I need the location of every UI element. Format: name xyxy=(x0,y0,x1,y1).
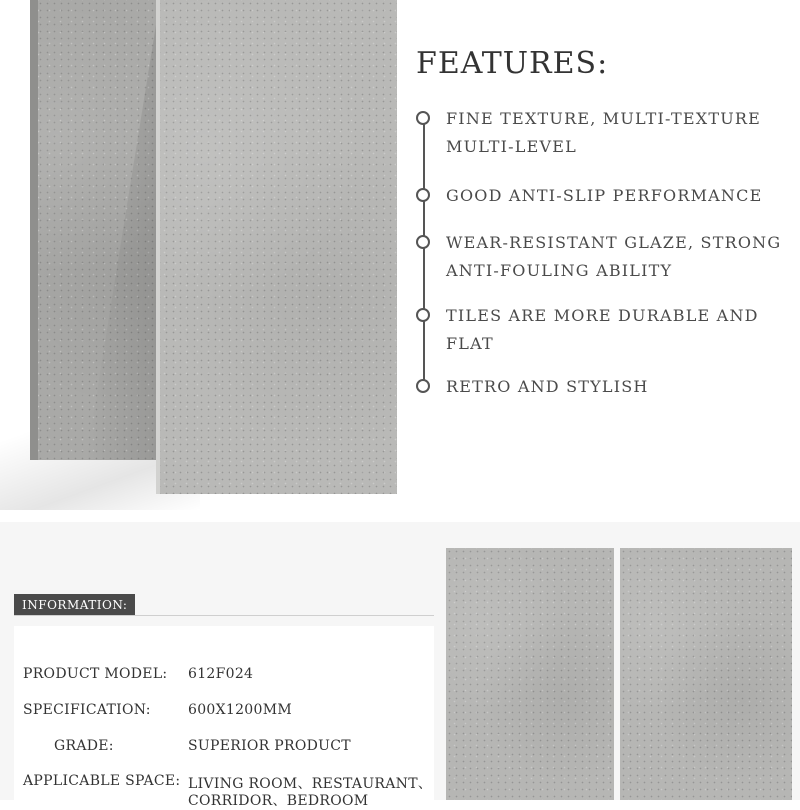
feature-item xyxy=(416,229,786,285)
information-badge: INFORMATION: xyxy=(14,594,135,616)
product-model-value: 612F024 xyxy=(188,666,254,682)
grade-value: SUPERIOR PRODUCT xyxy=(188,738,351,754)
feature-text-line: MULTI-LEVEL xyxy=(446,137,577,156)
feature-text-line: GOOD ANTI-SLIP PERFORMANCE xyxy=(446,186,763,205)
information-panel xyxy=(14,626,434,809)
feature-item xyxy=(416,373,786,401)
tile-image-left xyxy=(446,548,614,800)
features-title: FEATURES: xyxy=(416,46,609,81)
bullet-icon xyxy=(416,308,430,322)
specification-label: SPECIFICATION: xyxy=(23,702,151,718)
information-divider xyxy=(14,615,434,616)
bullet-icon xyxy=(416,188,430,202)
specification-value: 600X1200MM xyxy=(188,702,292,718)
feature-item xyxy=(416,302,786,358)
product-model-label: PRODUCT MODEL: xyxy=(23,666,168,682)
feature-item xyxy=(416,182,786,210)
bullet-icon xyxy=(416,235,430,249)
feature-text-line: ANTI-FOULING ABILITY xyxy=(446,261,673,280)
feature-item xyxy=(416,105,786,161)
feature-text-line: WEAR-RESISTANT GLAZE, STRONG xyxy=(446,233,782,252)
feature-text-line: FINE TEXTURE, MULTI-TEXTURE xyxy=(446,109,762,128)
tile-image-right xyxy=(620,548,792,800)
feature-text-line: FLAT xyxy=(446,334,494,353)
applicable-space-value-continued: CORRIDOR、BEDROOM xyxy=(188,793,369,809)
grade-label: GRADE: xyxy=(54,738,114,754)
bullet-icon xyxy=(416,379,430,393)
tile-back-edge xyxy=(30,0,38,460)
applicable-space-value: LIVING ROOM、RESTAURANT、 xyxy=(188,776,433,792)
applicable-space-label: APPLICABLE SPACE: xyxy=(23,773,181,789)
feature-text-line: TILES ARE MORE DURABLE AND xyxy=(446,306,759,325)
feature-text-line: RETRO AND STYLISH xyxy=(446,377,649,396)
bullet-icon xyxy=(416,111,430,125)
tile-front-edge xyxy=(156,0,160,494)
tile-image-front xyxy=(156,0,397,494)
